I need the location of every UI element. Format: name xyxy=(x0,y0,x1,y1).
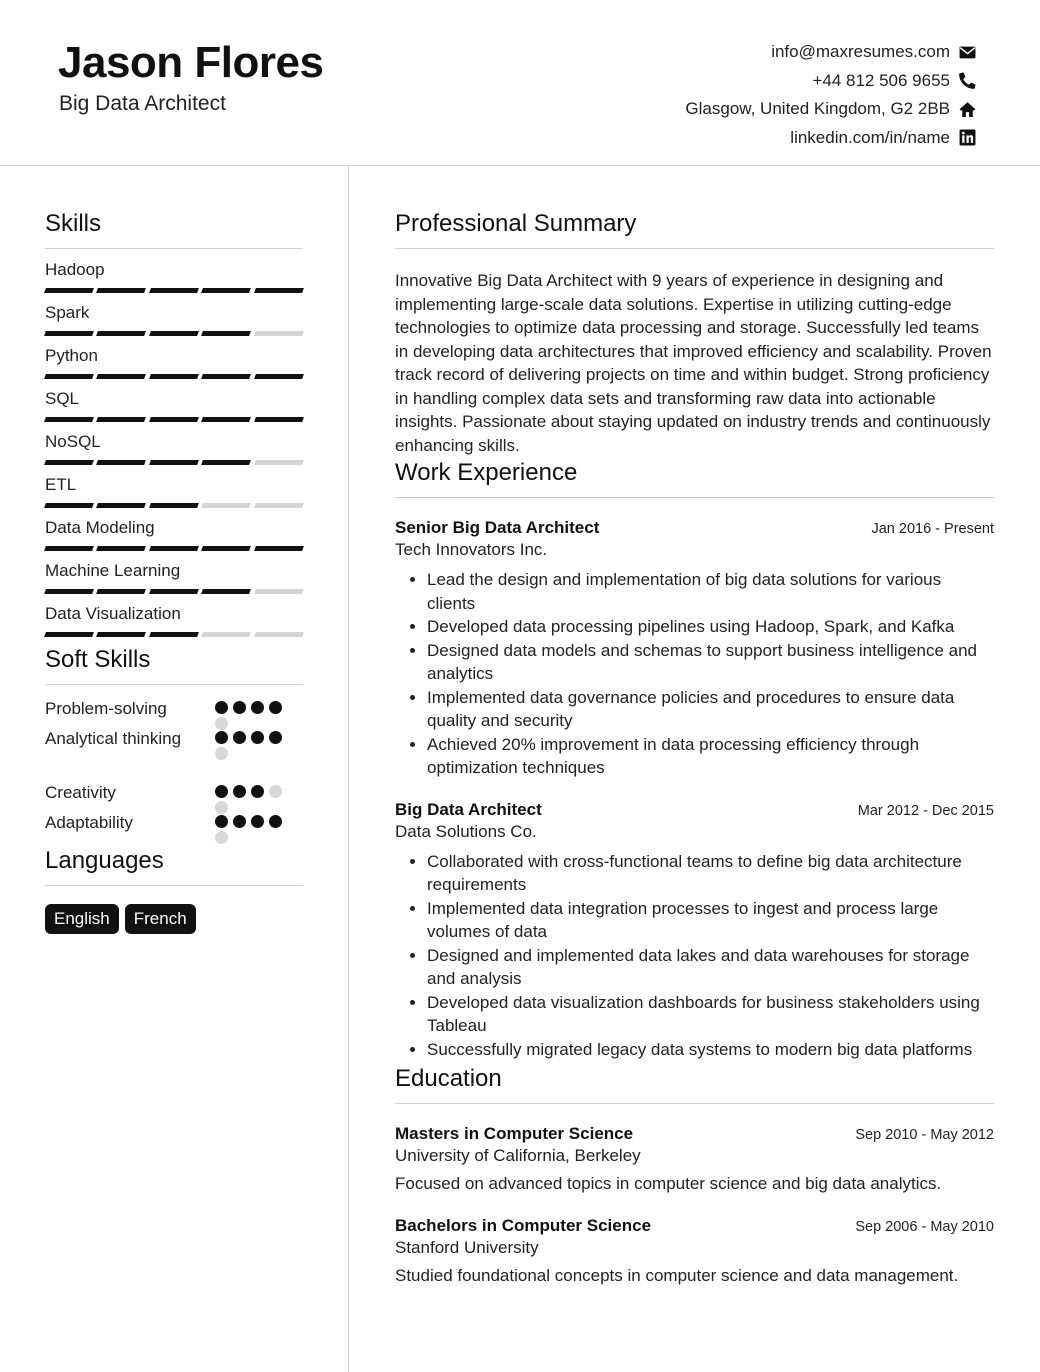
job-bullet: • Developed data processing pipelines using Hadoop, Spark, and Kafka xyxy=(427,615,994,639)
skill-name: Hadoop xyxy=(45,260,105,279)
summary-text: Innovative Big Data Architect with 9 years of experience in designing and implementing large-scale data solutions. Expertise in utilizing cutting-edge technologies to optimize data processing and storage. Successfully led teams in developing data architectures that improved efficiency and scalability. Proven track record of delivering projects on time and within budget. Strong proficiency in handling complex data sets and transforming raw data into actionable insights. Passionate about staying updated on industry trends and continuously enhancing skills. xyxy=(395,271,992,455)
job-company: Data Solutions Co. xyxy=(395,821,537,841)
skill-name: SQL xyxy=(45,389,80,408)
skills-title: Skills xyxy=(45,210,303,249)
job-company: Tech Innovators Inc. xyxy=(395,540,548,559)
contact-address-text: Glasgow, United Kingdom, G2 2BB xyxy=(685,99,950,119)
contact-linkedin-text: linkedin.com/in/name xyxy=(790,127,950,147)
job-bullet: • Implemented data integration processes to ingest and process large volumes of data xyxy=(427,897,994,944)
skill-level-segment xyxy=(149,288,199,293)
skill-level-segment xyxy=(254,288,304,293)
rating-dot xyxy=(215,747,228,760)
skill-name: Data Visualization xyxy=(45,604,181,623)
rating-dot xyxy=(269,785,282,798)
skill-level-segment xyxy=(254,460,304,465)
skill-level-segment xyxy=(96,331,146,336)
rating-dot xyxy=(215,701,228,714)
skill-item xyxy=(45,259,303,302)
skill-level-segment xyxy=(149,589,199,594)
work-title: Work Experience xyxy=(395,459,994,498)
job-bullet: • Lead the design and implementation of big data solutions for various clients xyxy=(427,568,994,615)
skill-level-segment xyxy=(149,503,199,508)
skill-level-segment xyxy=(201,288,251,293)
soft-skill-item xyxy=(45,781,303,811)
skill-item xyxy=(45,345,303,388)
soft-skill-item xyxy=(45,697,303,727)
contact-email[interactable] xyxy=(685,38,976,67)
education-description: Studied foundational concepts in computer science and data management. xyxy=(395,1265,959,1285)
skill-level-segment xyxy=(44,288,94,293)
skill-item xyxy=(45,517,303,560)
education-school: University of California, Berkeley xyxy=(395,1146,641,1165)
skill-level-segment xyxy=(96,632,146,637)
skill-level-segment xyxy=(201,460,251,465)
skills-list xyxy=(45,259,303,646)
rating-dot xyxy=(233,731,246,744)
job-bullets xyxy=(395,850,994,1062)
skill-item xyxy=(45,302,303,345)
soft-skills-title: Soft Skills xyxy=(45,646,303,685)
soft-skill-rating xyxy=(215,811,290,844)
job-bullet: • Successfully migrated legacy data systems to modern big data platforms xyxy=(427,1038,994,1062)
education-entry xyxy=(395,1124,994,1196)
contact-address xyxy=(685,95,976,124)
envelope-icon xyxy=(958,43,976,61)
skill-level-segment xyxy=(254,589,304,594)
skill-level-bar xyxy=(45,460,303,465)
job-header xyxy=(395,800,994,820)
skill-level-segment xyxy=(254,632,304,637)
skill-name: Python xyxy=(45,346,98,365)
rating-dot xyxy=(251,815,264,828)
job-bullet: • Implemented data governance policies and procedures to ensure data quality and security xyxy=(427,686,994,733)
job-bullet: • Designed data models and schemas to support business intelligence and analytics xyxy=(427,639,994,686)
linkedin-icon xyxy=(958,129,976,147)
education-header xyxy=(395,1124,994,1144)
job-date: Mar 2012 - Dec 2015 xyxy=(857,802,994,819)
skill-level-segment xyxy=(96,546,146,551)
rating-dot xyxy=(215,731,228,744)
skill-level-segment xyxy=(149,374,199,379)
skill-level-segment xyxy=(96,460,146,465)
skill-level-segment xyxy=(201,374,251,379)
rating-dot xyxy=(251,731,264,744)
skill-item xyxy=(45,431,303,474)
contact-email-text: info@maxresumes.com xyxy=(771,42,950,62)
skill-level-segment xyxy=(254,331,304,336)
skill-item xyxy=(45,474,303,517)
job-date: Jan 2016 - Present xyxy=(871,521,994,537)
candidate-role: Big Data Architect xyxy=(59,92,226,115)
education-date: Sep 2010 - May 2012 xyxy=(855,1127,994,1143)
rating-dot xyxy=(233,815,246,828)
education-entry xyxy=(395,1216,994,1288)
skill-name: Machine Learning xyxy=(45,561,181,580)
skill-level-segment xyxy=(201,546,251,551)
job-bullet: • Achieved 20% improvement in data processing efficiency through optimization techniques xyxy=(427,733,994,780)
soft-skill-name: Problem-solving xyxy=(45,699,167,718)
skill-level-segment xyxy=(44,460,94,465)
soft-skill-name: Analytical thinking xyxy=(45,729,182,748)
soft-skill-rating xyxy=(215,727,290,760)
skill-level-segment xyxy=(149,460,199,465)
skill-level-segment xyxy=(44,374,94,379)
skill-level-segment xyxy=(96,417,146,422)
skill-item xyxy=(45,603,303,646)
rating-dot xyxy=(269,701,282,714)
skill-level-segment xyxy=(44,331,94,336)
phone-icon xyxy=(958,72,976,90)
skill-level-segment xyxy=(149,632,199,637)
rating-dot xyxy=(233,785,246,798)
sidebar xyxy=(45,210,303,934)
education-list xyxy=(395,1124,994,1287)
education-description: Focused on advanced topics in computer science and big data analytics. xyxy=(395,1174,942,1193)
job-bullets xyxy=(395,568,994,780)
job-entry xyxy=(395,800,994,1062)
skill-level-segment xyxy=(96,288,146,293)
skill-level-segment xyxy=(201,503,251,508)
skill-level-segment xyxy=(201,632,251,637)
main-content xyxy=(395,210,994,1287)
skill-level-segment xyxy=(44,589,94,594)
skill-level-bar xyxy=(45,589,303,594)
skill-level-bar xyxy=(45,503,303,508)
rating-dot xyxy=(233,701,246,714)
skill-level-segment xyxy=(254,546,304,551)
soft-skill-item xyxy=(45,727,303,781)
education-date: Sep 2006 - May 2010 xyxy=(855,1218,994,1235)
job-header xyxy=(395,518,994,538)
rating-dot xyxy=(215,815,228,828)
rating-dot xyxy=(215,785,228,798)
rating-dot xyxy=(215,831,228,844)
job-title: Big Data Architect xyxy=(395,799,542,819)
education-header xyxy=(395,1216,994,1236)
skill-level-bar xyxy=(45,546,303,551)
soft-skill-item xyxy=(45,811,303,841)
skill-level-segment xyxy=(149,331,199,336)
soft-skill-rating xyxy=(215,781,290,814)
language-tag: French xyxy=(125,904,196,934)
skill-level-bar xyxy=(45,331,303,336)
home-icon xyxy=(958,100,976,118)
soft-skill-name: Adaptability xyxy=(45,813,133,832)
education-degree: Masters in Computer Science xyxy=(395,1124,634,1143)
jobs-list xyxy=(395,518,994,1061)
soft-skill-rating xyxy=(215,697,290,730)
skill-level-segment xyxy=(149,417,199,422)
skill-level-bar xyxy=(45,417,303,422)
education-title: Education xyxy=(395,1065,994,1104)
skill-level-segment xyxy=(254,417,304,422)
skill-level-segment xyxy=(96,503,146,508)
resume-header xyxy=(0,0,1040,166)
languages-title: Languages xyxy=(45,847,303,886)
skill-level-segment xyxy=(201,589,251,594)
skill-level-segment xyxy=(254,503,304,508)
soft-skills-list xyxy=(45,697,303,841)
rating-dot xyxy=(269,815,282,828)
skill-level-segment xyxy=(96,589,146,594)
skill-name: Spark xyxy=(45,303,90,322)
skill-name: ETL xyxy=(45,475,77,494)
candidate-name: Jason Flores xyxy=(58,38,324,87)
soft-skill-name: Creativity xyxy=(45,783,116,802)
job-entry xyxy=(395,518,994,780)
skill-item xyxy=(45,560,303,603)
skill-item xyxy=(45,388,303,431)
education-school: Stanford University xyxy=(395,1237,539,1257)
skill-level-bar xyxy=(45,288,303,293)
contact-linkedin[interactable] xyxy=(685,124,976,153)
skill-level-segment xyxy=(96,374,146,379)
rating-dot xyxy=(251,701,264,714)
rating-dot xyxy=(251,785,264,798)
job-bullet: • Designed and implemented data lakes and data warehouses for storage and analysis xyxy=(427,944,994,991)
job-bullet: • Collaborated with cross-functional teams to define big data architecture requirements xyxy=(427,850,994,897)
skill-level-segment xyxy=(44,503,94,508)
skill-level-bar xyxy=(45,632,303,637)
languages-list xyxy=(45,904,303,934)
contact-list xyxy=(685,38,976,152)
skill-level-segment xyxy=(254,374,304,379)
skill-level-segment xyxy=(44,417,94,422)
education-degree: Bachelors in Computer Science xyxy=(395,1215,652,1235)
skill-level-segment xyxy=(44,632,94,637)
job-bullet: • Developed data visualization dashboards for business stakeholders using Tableau xyxy=(427,991,994,1038)
skill-level-segment xyxy=(149,546,199,551)
job-title: Senior Big Data Architect xyxy=(395,518,600,537)
contact-phone[interactable] xyxy=(685,67,976,96)
skill-level-bar xyxy=(45,374,303,379)
summary-title: Professional Summary xyxy=(395,210,994,249)
skill-level-segment xyxy=(201,417,251,422)
column-divider xyxy=(348,166,349,1372)
skill-level-segment xyxy=(44,546,94,551)
rating-dot xyxy=(269,731,282,744)
skill-name: NoSQL xyxy=(45,432,101,451)
contact-phone-text: +44 812 506 9655 xyxy=(812,70,950,90)
language-tag: English xyxy=(45,904,119,934)
skill-name: Data Modeling xyxy=(45,518,155,537)
skill-level-segment xyxy=(201,331,251,336)
